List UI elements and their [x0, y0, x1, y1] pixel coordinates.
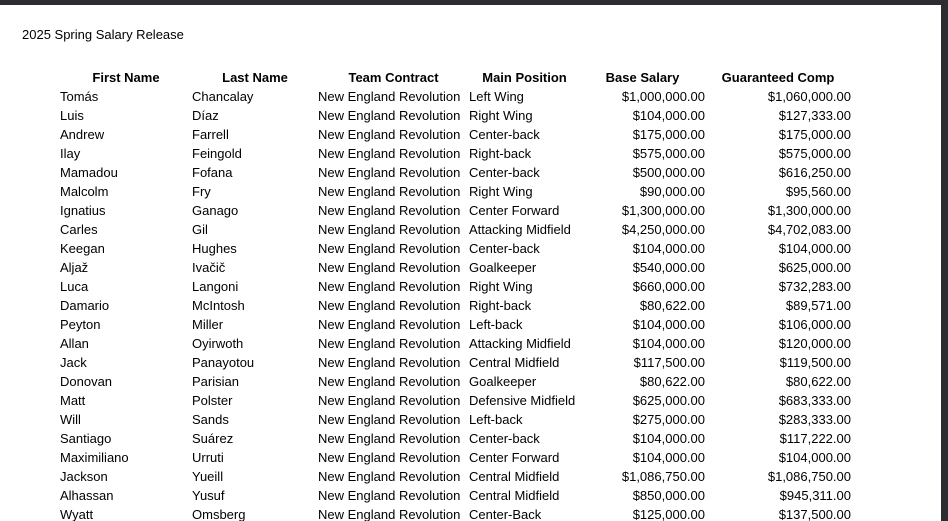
table-row	[60, 163, 851, 182]
table-row	[60, 239, 851, 258]
table-row	[60, 201, 851, 220]
table-cell: New England Revolution	[318, 241, 461, 256]
table-cell: Will	[60, 412, 81, 427]
table-cell: $625,000.00	[632, 393, 705, 408]
table-cell: New England Revolution	[318, 260, 461, 275]
table-cell: Panayotou	[192, 355, 255, 370]
table-cell: $1,300,000.00	[621, 203, 705, 218]
table-cell: Urruti	[192, 450, 224, 465]
table-cell: Feingold	[192, 146, 242, 161]
table-cell: Ignatius	[60, 203, 106, 218]
table-cell: $119,500.00	[779, 355, 851, 370]
table-cell: $283,333.00	[778, 412, 851, 427]
table-cell: Left-back	[469, 317, 523, 332]
table-cell: Maximiliano	[60, 450, 129, 465]
table-cell: $117,222.00	[779, 431, 851, 446]
table-cell: Center-Back	[469, 507, 542, 521]
table-cell: Fry	[192, 184, 211, 199]
table-cell: Oyirwoth	[192, 336, 244, 351]
column-header: Guaranteed Comp	[721, 70, 835, 85]
table-cell: Goalkeeper	[469, 374, 537, 389]
table-cell: Ilay	[60, 146, 81, 161]
table-cell: $80,622.00	[785, 374, 851, 389]
salary-table	[60, 68, 851, 521]
table-cell: Right Wing	[469, 279, 533, 294]
table-cell: Mamadou	[60, 165, 118, 180]
table-cell: Center-back	[469, 165, 540, 180]
table-cell: Center-back	[469, 127, 540, 142]
table-cell: $500,000.00	[632, 165, 705, 180]
table-row	[60, 315, 851, 334]
table-cell: New England Revolution	[318, 89, 461, 104]
table-cell: New England Revolution	[318, 298, 461, 313]
table-cell: $104,000.00	[632, 450, 705, 465]
table-cell: Hughes	[192, 241, 237, 256]
table-cell: $104,000.00	[632, 431, 705, 446]
table-cell: New England Revolution	[318, 336, 461, 351]
table-cell: Central Midfield	[469, 488, 560, 503]
table-cell: New England Revolution	[318, 355, 461, 370]
table-cell: New England Revolution	[318, 393, 461, 408]
table-cell: Jackson	[60, 469, 108, 484]
table-cell: Peyton	[60, 317, 101, 332]
table-cell: $95,560.00	[785, 184, 851, 199]
column-header: First Name	[92, 70, 160, 85]
table-cell: $1,086,750.00	[621, 469, 705, 484]
table-row	[60, 429, 851, 448]
table-cell: New England Revolution	[318, 203, 461, 218]
table-cell: New England Revolution	[318, 450, 461, 465]
table-cell: Central Midfield	[469, 355, 560, 370]
table-row	[60, 87, 851, 106]
table-cell: New England Revolution	[318, 469, 461, 484]
table-cell: Gil	[192, 222, 208, 237]
table-cell: Carles	[60, 222, 98, 237]
table-cell: Fofana	[192, 165, 233, 180]
table-row	[60, 448, 851, 467]
table-cell: $850,000.00	[632, 488, 705, 503]
table-row	[60, 391, 851, 410]
table-cell: $1,086,750.00	[767, 469, 851, 484]
table-cell: Tomás	[60, 89, 99, 104]
table-cell: $127,333.00	[778, 108, 851, 123]
table-row	[60, 144, 851, 163]
table-cell: Langoni	[192, 279, 239, 294]
page-title: 2025 Spring Salary Release	[22, 27, 184, 42]
table-cell: Central Midfield	[469, 469, 560, 484]
table-cell: $104,000.00	[778, 241, 851, 256]
table-cell: $683,333.00	[778, 393, 851, 408]
table-cell: $275,000.00	[632, 412, 705, 427]
table-row	[60, 353, 851, 372]
table-cell: Center Forward	[469, 450, 560, 465]
table-cell: Center Forward	[469, 203, 560, 218]
table-cell: Right Wing	[469, 108, 533, 123]
table-cell: $4,702,083.00	[767, 222, 851, 237]
table-cell: Left Wing	[469, 89, 524, 104]
table-cell: Right Wing	[469, 184, 533, 199]
table-cell: $120,000.00	[778, 336, 851, 351]
table-cell: Suárez	[192, 431, 234, 446]
table-cell: $4,250,000.00	[621, 222, 705, 237]
table-cell: Parisian	[192, 374, 239, 389]
column-header: Team Contract	[348, 70, 439, 85]
column-header: Last Name	[222, 70, 288, 85]
table-cell: Sands	[192, 412, 229, 427]
table-row	[60, 296, 851, 315]
table-row	[60, 106, 851, 125]
table-row	[60, 277, 851, 296]
table-cell: New England Revolution	[318, 431, 461, 446]
table-cell: New England Revolution	[318, 488, 461, 503]
table-cell: Matt	[60, 393, 86, 408]
table-cell: Attacking Midfield	[469, 222, 571, 237]
table-cell: $80,622.00	[639, 374, 705, 389]
table-cell: $660,000.00	[632, 279, 705, 294]
table-row	[60, 125, 851, 144]
table-row	[60, 372, 851, 391]
table-cell: New England Revolution	[318, 374, 461, 389]
table-cell: Malcolm	[60, 184, 109, 199]
table-row	[60, 182, 851, 201]
table-cell: Wyatt	[60, 507, 94, 521]
table-cell: Donovan	[60, 374, 113, 389]
table-row	[60, 410, 851, 429]
table-cell: Damario	[60, 298, 110, 313]
table-cell: $175,000.00	[632, 127, 705, 142]
table-cell: Attacking Midfield	[469, 336, 571, 351]
table-cell: $104,000.00	[632, 108, 705, 123]
table-cell: $625,000.00	[778, 260, 851, 275]
table-cell: $575,000.00	[632, 146, 705, 161]
table-cell: Luis	[60, 108, 84, 123]
table-cell: $575,000.00	[778, 146, 851, 161]
table-cell: Right-back	[469, 146, 532, 161]
table-cell: New England Revolution	[318, 507, 461, 521]
table-cell: New England Revolution	[318, 412, 461, 427]
table-cell: Keegan	[60, 241, 105, 256]
table-header	[60, 68, 851, 87]
table-row	[60, 505, 851, 521]
table-cell: $945,311.00	[779, 488, 851, 503]
table-cell: Díaz	[192, 108, 219, 123]
table-cell: New England Revolution	[318, 165, 461, 180]
table-row	[60, 334, 851, 353]
table-cell: Right-back	[469, 298, 532, 313]
table-cell: Defensive Midfield	[469, 393, 576, 408]
table-cell: $137,500.00	[778, 507, 851, 521]
table-cell: Andrew	[60, 127, 105, 142]
table-cell: New England Revolution	[318, 184, 461, 199]
table-cell: Polster	[192, 393, 233, 408]
table-cell: Center-back	[469, 241, 540, 256]
table-cell: New England Revolution	[318, 146, 461, 161]
table-cell: $616,250.00	[778, 165, 851, 180]
table-cell: $104,000.00	[632, 336, 705, 351]
table-cell: Yusuf	[192, 488, 225, 503]
table-cell: New England Revolution	[318, 108, 461, 123]
table-cell: McIntosh	[192, 298, 245, 313]
table-cell: $104,000.00	[632, 317, 705, 332]
table-cell: Luca	[60, 279, 89, 294]
table-cell: Aljaž	[60, 260, 89, 275]
table-cell: $1,060,000.00	[767, 89, 851, 104]
table-row	[60, 486, 851, 505]
table-cell: Ganago	[192, 203, 239, 218]
window-top-edge	[0, 0, 948, 5]
table-cell: $89,571.00	[785, 298, 851, 313]
table-cell: $1,000,000.00	[621, 89, 705, 104]
table-row	[60, 220, 851, 239]
table-cell: $117,500.00	[633, 355, 705, 370]
table-cell: $175,000.00	[778, 127, 851, 142]
table-cell: Allan	[60, 336, 89, 351]
table-cell: Miller	[192, 317, 224, 332]
table-cell: Omsberg	[192, 507, 246, 521]
table-row	[60, 467, 851, 486]
column-header: Main Position	[482, 70, 567, 85]
table-cell: Jack	[60, 355, 87, 370]
table-cell: $104,000.00	[632, 241, 705, 256]
table-cell: $1,300,000.00	[767, 203, 851, 218]
table-cell: $125,000.00	[632, 507, 705, 521]
table-cell: New England Revolution	[318, 222, 461, 237]
table-cell: $106,000.00	[778, 317, 851, 332]
table-header-row	[60, 68, 851, 87]
table-cell: $732,283.00	[778, 279, 851, 294]
table-cell: New England Revolution	[318, 127, 461, 142]
table-row	[60, 258, 851, 277]
table-cell: New England Revolution	[318, 279, 461, 294]
window-right-edge	[941, 0, 948, 521]
table-cell: Alhassan	[60, 488, 114, 503]
table-cell: $80,622.00	[639, 298, 705, 313]
table-cell: Goalkeeper	[469, 260, 537, 275]
table-cell: $540,000.00	[632, 260, 705, 275]
table-cell: $90,000.00	[639, 184, 705, 199]
table-cell: Chancalay	[192, 89, 254, 104]
table-cell: Ivačič	[192, 260, 226, 275]
table-cell: New England Revolution	[318, 317, 461, 332]
table-cell: Left-back	[469, 412, 523, 427]
column-header: Base Salary	[605, 70, 680, 85]
table-cell: Center-back	[469, 431, 540, 446]
table-cell: Yueill	[192, 469, 224, 484]
table-body	[60, 87, 851, 521]
table-cell: Santiago	[60, 431, 112, 446]
table-cell: $104,000.00	[778, 450, 851, 465]
table-cell: Farrell	[192, 127, 229, 142]
